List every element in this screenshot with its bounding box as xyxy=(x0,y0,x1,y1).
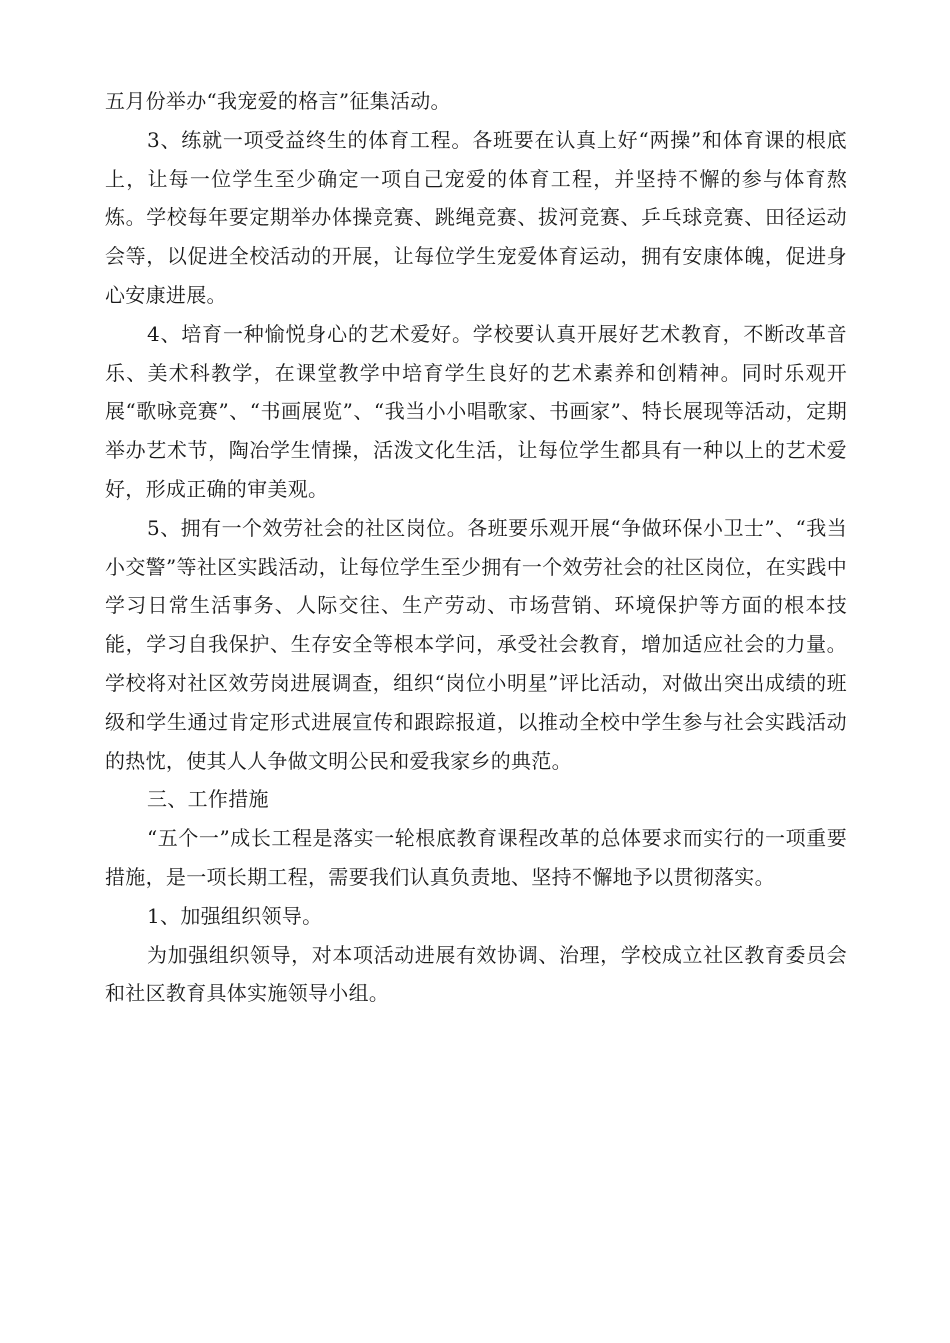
paragraph-intro: “五个一”成长工程是落实一轮根底教育课程改革的总体要求而实行的一项重要措施，是一项长期工程，需要我们认真负责地、坚持不懈地予以贯彻落实。 xyxy=(105,826,847,889)
document-body xyxy=(105,82,847,1013)
paragraph-item-4: 4、培育一种愉悦身心的艺术爱好。学校要认真开展好艺术教育，不断改革音乐、美术科教学，在课堂教学中培育学生良好的艺术素养和创精神。同时乐观开展“歌咏竞赛”、“书画展览”、“我当小小唱歌家、书画家”、特长展现等活动，定期举办艺术节，陶冶学生情操，活泼文化生活，让每位学生都具有一种以上的艺术爱好，形成正确的审美观。 xyxy=(105,321,847,501)
section-heading: 三、工作措施 xyxy=(147,787,269,812)
paragraph-item-5: 5、拥有一个效劳社会的社区岗位。各班要乐观开展“争做环保小卫士”、“我当小交警”等社区实践活动，让每位学生至少拥有一个效劳社会的社区岗位，在实践中学习日常生活事务、人际交往、生产劳动、市场营销、环境保护等方面的根本技能，学习自我保护、生存安全等根本学问，承受社会教育，增加适应社会的力量。学校将对社区效劳岗进展调查，组织“岗位小明星”评比活动，对做出突出成绩的班级和学生通过肯定形式进展宣传和跟踪报道，以推动全校中学生参与社会实践活动的热忱，使其人人争做文明公民和爱我家乡的典范。 xyxy=(105,515,847,773)
paragraph-subheading: 1、加强组织领导。 xyxy=(147,903,323,928)
paragraph-1: 五月份举办“我宠爱的格言”征集活动。 xyxy=(105,89,451,113)
paragraph-last: 为加强组织领导，对本项活动进展有效协调、治理，学校成立社区教育委员会和社区教育具体实施领导小组。 xyxy=(105,942,847,1006)
paragraph-item-3: 3、练就一项受益终生的体育工程。各班要在认真上好“两操”和体育课的根底上，让每一位学生至少确定一项自己宠爱的体育工程，并坚持不懈的参与体育熬炼。学校每年要定期举办体操竞赛、跳绳竞赛、拔河竞赛、乒乓球竞赛、田径运动会等，以促进全校活动的开展，让每位学生宠爱体育运动，拥有安康体魄，促进身心安康进展。 xyxy=(105,127,847,307)
